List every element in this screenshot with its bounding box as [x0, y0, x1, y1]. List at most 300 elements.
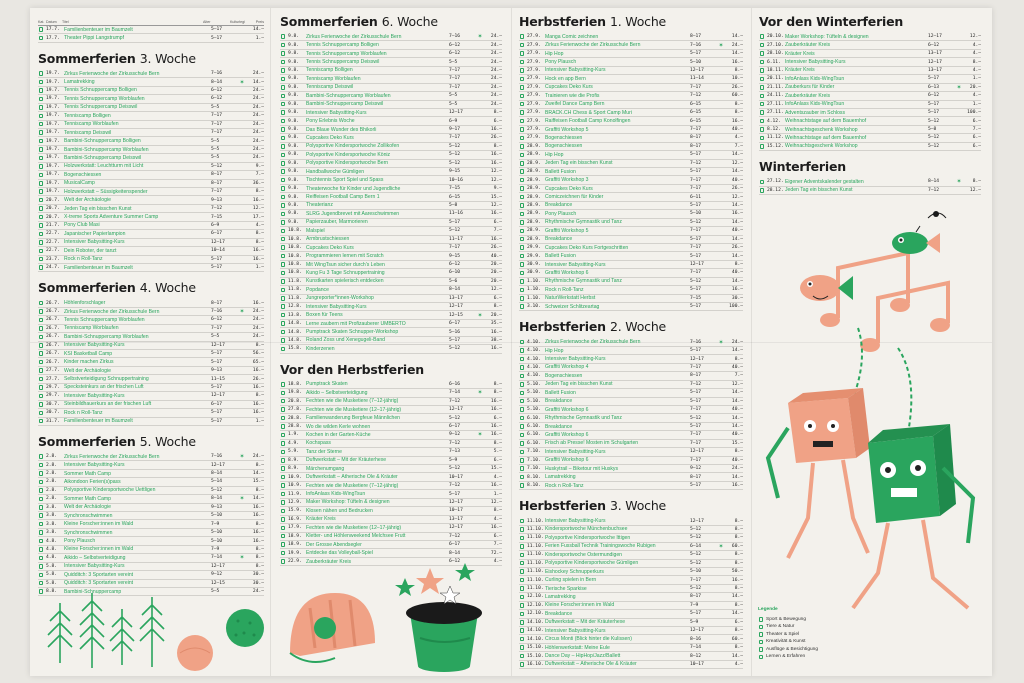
event-price: 8.–: [972, 179, 981, 185]
header-kat: Kat.: [38, 20, 45, 24]
legend-item: Ausflüge & Besichtigung: [758, 646, 818, 654]
event-age: 12–17: [690, 262, 704, 268]
kulturlegi-star-icon: ✶: [718, 543, 724, 550]
list-item: [280, 210, 502, 218]
legend-item: Sport & Bewegung: [758, 616, 818, 624]
event-price: 7.–: [493, 228, 502, 234]
list-item: [280, 252, 502, 260]
event-date: 19.7.: [46, 130, 60, 136]
event-date: 5.10.: [527, 390, 541, 396]
event-age: 7–12: [449, 533, 461, 539]
event-date: 27.9.: [527, 34, 541, 40]
category-icon: [519, 432, 525, 437]
list-item: [38, 247, 264, 255]
category-icon: [280, 508, 286, 513]
event-price: 16.–: [490, 407, 502, 413]
event-date: 28.9.: [527, 186, 541, 192]
event-date: 2.8.: [46, 462, 58, 468]
event-date: 4.8.: [46, 546, 58, 552]
category-icon: [759, 68, 765, 73]
category-icon: [280, 338, 286, 343]
event-date: 24.7.: [46, 265, 60, 271]
event-title: Entdecke das Volleyball-Spiel: [306, 550, 373, 557]
event-title: Zauberkräuter Kreis: [306, 558, 352, 565]
legend-item: Theater & Spiel: [758, 631, 818, 639]
event-price: 6.–: [493, 295, 502, 301]
event-price: 8.–: [734, 552, 743, 558]
kulturlegi-star-icon: ✶: [239, 79, 245, 86]
event-date: 19.7.: [46, 96, 60, 102]
list-item: [38, 392, 264, 400]
event-age: 5–10: [211, 538, 223, 544]
event-title: Kunstkarten spielerisch entdecken: [306, 278, 384, 285]
event-date: 9.8.: [288, 194, 300, 200]
event-title: Trainieren wie die Profis: [545, 92, 600, 99]
event-date: 4.10.: [527, 339, 541, 345]
event-age: 5–17: [690, 169, 702, 175]
list-item: [38, 342, 264, 350]
event-title: Kochen in der Garten-Küche: [306, 431, 371, 438]
category-icon: [280, 517, 286, 522]
event-title: Rhythmische Gymnastik und Tanz: [545, 219, 622, 226]
event-title: Circus Monti (Blick hinter die Kulissen): [545, 636, 632, 643]
event-date: 9.8.: [288, 135, 300, 141]
event-title: Rock n Roll-Tanz: [64, 256, 103, 263]
event-title: Pony Plausch: [64, 538, 96, 545]
event-age: 6–17: [211, 401, 223, 407]
list-item: [519, 338, 743, 346]
event-title: Polysportive Kindersportwoche Bern: [306, 160, 389, 167]
event-title: Bambini-Schnuppercamp Deisswil: [306, 101, 384, 108]
event-date: 15.12.: [767, 143, 784, 149]
event-date: 19.7.: [46, 172, 60, 178]
event-date: 22.7.: [46, 248, 60, 254]
event-title: Märchenumgang: [306, 465, 345, 472]
list-item: [38, 239, 264, 247]
event-price: 9.–: [493, 186, 502, 192]
event-price: 50.–: [731, 569, 743, 575]
event-date: 8.9.: [288, 466, 300, 472]
section-week: 1. Woche: [609, 14, 667, 29]
event-age: 5–17: [211, 256, 223, 262]
event-age: 8–17: [690, 143, 702, 149]
event-title: Hip Hop: [545, 50, 564, 57]
event-price: 26.–: [490, 245, 502, 251]
event-title: Rock n Roll-Tanz: [64, 409, 103, 416]
event-date: 4.9.: [288, 440, 300, 446]
event-title: Synchronschwimmen: [64, 529, 113, 536]
event-price: 16.–: [252, 410, 264, 416]
event-price: 16.–: [252, 538, 264, 544]
event-price: 16.–: [490, 483, 502, 489]
event-price: 26.–: [731, 84, 743, 90]
list-item: [519, 295, 743, 303]
event-title: Zirkus Ferienwoche der Zirkusschule Bern: [545, 42, 641, 49]
category-icon: [280, 93, 286, 98]
event-age: 10–17: [449, 474, 463, 480]
event-age: 8–14: [211, 79, 223, 85]
category-icon: [519, 203, 525, 208]
list-item: [519, 193, 743, 201]
ball-icon: [226, 609, 264, 647]
event-date: 27.9.: [527, 93, 541, 99]
event-age: 9–17: [449, 127, 461, 133]
category-icon: [38, 343, 44, 348]
category-icon: [759, 144, 765, 149]
event-date: 10.8.: [288, 262, 302, 268]
event-date: 19.7.: [46, 71, 60, 77]
list-item: [519, 185, 743, 193]
event-price: 8.–: [255, 239, 264, 245]
event-title: Kochspass: [306, 440, 331, 447]
list-item: [519, 50, 743, 58]
event-title: Adventszauber im Schloss: [785, 109, 846, 116]
category-icon: [38, 147, 44, 152]
event-age: 12–17: [690, 628, 704, 634]
list-item: [759, 101, 981, 109]
event-price: 14.–: [731, 169, 743, 175]
event-date: 27.9.: [527, 118, 541, 124]
list-item: [38, 112, 264, 120]
event-date: 2.8.: [46, 487, 58, 493]
event-price: 16.–: [490, 236, 502, 242]
list-item: [38, 520, 264, 528]
list-item: [519, 457, 743, 465]
event-price: 14.–: [731, 202, 743, 208]
event-age: 6–15: [690, 101, 702, 107]
event-title: Maker Workshop: Tüfteln & designen: [785, 33, 869, 40]
event-title: Lamatrekking: [545, 474, 576, 481]
section-title: [280, 362, 502, 377]
event-price: 16.–: [252, 300, 264, 306]
event-date: 17.9.: [288, 525, 302, 531]
category-icon: [519, 620, 525, 625]
event-age: 5–8: [928, 127, 937, 133]
category-icon: [38, 317, 44, 322]
category-icon: [38, 223, 44, 228]
event-price: 26.–: [731, 245, 743, 251]
event-date: 28.9.: [527, 152, 541, 158]
section-title: [519, 319, 743, 334]
category-icon: [38, 80, 44, 85]
event-price: 17.–: [252, 214, 264, 220]
event-date: 5.8.: [46, 572, 58, 578]
event-age: 5–12: [449, 152, 461, 158]
category-icon: [280, 135, 286, 140]
section-title-text: Sommerferien: [38, 433, 136, 449]
event-price: 12.–: [969, 187, 981, 193]
event-age: 7–17: [690, 186, 702, 192]
event-price: 8.–: [734, 526, 743, 532]
event-date: 8.8.: [46, 589, 58, 595]
category-icon: [519, 662, 525, 667]
list-item: [38, 546, 264, 554]
helmet-hat-illustration: [280, 548, 510, 676]
category-icon: [519, 382, 525, 387]
list-item: [38, 188, 264, 196]
event-age: 13–17: [928, 51, 942, 57]
event-date: 9.8.: [288, 202, 300, 208]
category-icon: [519, 449, 525, 454]
list-item: [519, 389, 743, 397]
header-preis: Preis: [255, 20, 264, 24]
event-age: 8–14: [449, 550, 461, 556]
event-price: 16.–: [252, 513, 264, 519]
event-price: 100.–: [967, 110, 981, 116]
event-age: 12–15: [211, 580, 225, 586]
event-date: 19.8.: [288, 390, 302, 396]
list-item: [280, 143, 502, 151]
list-item: [38, 384, 264, 392]
event-price: 24.–: [731, 466, 743, 472]
event-title: Polysportive Kindersportwoche Uettligen: [64, 487, 156, 494]
list-item: [519, 398, 743, 406]
event-date: 9.8.: [288, 143, 300, 149]
event-date: 30.7.: [46, 410, 60, 416]
category-icon: [519, 127, 525, 132]
event-title: Kräuter Kreis: [306, 516, 336, 523]
list-item: [280, 457, 502, 465]
list-item: [280, 482, 502, 490]
event-price: 16.–: [252, 384, 264, 390]
list-item: [38, 350, 264, 358]
event-price: 26.–: [490, 135, 502, 141]
event-price: 4.–: [255, 222, 264, 228]
event-title: Holzwerkstatt: Leuchtturm mit Licht: [64, 163, 144, 170]
event-age: 5–17: [211, 265, 223, 271]
event-title: Polysportive Kindersportwoche Zollikofen: [306, 143, 400, 150]
event-age: 9–12: [211, 572, 223, 578]
category-icon: [280, 203, 286, 208]
event-title: Pumptrack Skaten: [306, 381, 348, 388]
list-item: [759, 41, 981, 49]
section-title: [38, 51, 264, 66]
event-date: 9.8.: [288, 160, 300, 166]
event-title: Eishockey Schnupperkurs: [545, 568, 604, 575]
category-icon: [519, 390, 525, 395]
list-item: [280, 414, 502, 422]
event-title: Graffiti Workshop 6: [545, 406, 589, 413]
event-date: 4.12.: [767, 118, 781, 124]
event-title: Huskytrail – Biketour mit Huskys: [545, 465, 619, 472]
event-age: 7–13: [449, 449, 461, 455]
list-item: [519, 126, 743, 134]
list-item: [519, 134, 743, 142]
event-date: 15.8.: [288, 346, 302, 352]
category-icon: [38, 471, 44, 476]
event-title: Der Grosse Abendsegler: [306, 541, 362, 548]
robot-icon: [853, 348, 973, 608]
list-item: [280, 337, 502, 345]
event-age: 5–12: [690, 535, 702, 541]
music-note-icon: [838, 253, 948, 343]
event-date: 27.12.: [767, 179, 784, 185]
event-date: 18.9.: [288, 533, 302, 539]
list-item: [759, 33, 981, 41]
event-title: Popdance: [306, 286, 329, 293]
list-item: [38, 358, 264, 366]
legend-item: Kreativität & Kunst: [758, 638, 818, 646]
event-title: Kleine Forscher:innen im Wald: [545, 602, 615, 609]
event-date: 5.10.: [527, 407, 541, 413]
list-item: [280, 227, 502, 235]
event-date: 11.10.: [527, 535, 544, 541]
event-date: 8.10.: [527, 474, 541, 480]
event-price: 8.–: [734, 449, 743, 455]
list-item: [280, 473, 502, 481]
event-price: 4.–: [972, 51, 981, 57]
category-icon: [280, 262, 286, 267]
category-icon: [519, 135, 525, 140]
event-age: 7–12: [690, 381, 702, 387]
category-icon: [519, 186, 525, 191]
event-age: 7–12: [449, 398, 461, 404]
event-age: 7–17: [690, 364, 702, 370]
event-price: 6.–: [972, 135, 981, 141]
event-price: 26.–: [252, 376, 264, 382]
event-age: 5–16: [449, 329, 461, 335]
category-icon: [519, 304, 525, 309]
event-age: 7–17: [211, 325, 223, 331]
event-age: 7–12: [690, 93, 702, 99]
event-date: 9.8.: [288, 34, 300, 40]
event-price: 14.–: [252, 496, 264, 502]
category-icon: [519, 586, 525, 591]
category-icon: [519, 552, 525, 557]
category-icon: [759, 119, 765, 124]
magic-hat-icon: [395, 563, 482, 672]
category-icon: [38, 419, 44, 424]
event-title: Cupcakes Deko Kurs Fortgeschritten: [545, 244, 629, 251]
category-icon: [38, 113, 44, 118]
event-price: 56.–: [252, 351, 264, 357]
event-date: 20.7.: [46, 197, 60, 203]
event-age: 5–14: [211, 479, 223, 485]
event-date: 9.8.: [288, 186, 300, 192]
list-item: [519, 534, 743, 542]
event-date: 20.8.: [288, 398, 302, 404]
category-icon: [519, 211, 525, 216]
event-date: 2.8.: [46, 479, 58, 485]
event-age: 8–14: [928, 179, 940, 185]
event-title: Jeden Tag ein bisschen Kunst: [545, 160, 613, 167]
category-icon: [280, 211, 286, 216]
event-title: Curling spielen in Bern: [545, 577, 597, 584]
event-date: 11.10.: [527, 552, 544, 558]
category-icon: [519, 466, 525, 471]
kulturlegi-star-icon: ✶: [239, 454, 245, 461]
event-title: Jeden Tag ein bisschen Kunst: [545, 381, 613, 388]
event-price: 8.–: [493, 143, 502, 149]
event-age: 12–17: [449, 110, 463, 116]
event-age: 8–17: [690, 135, 702, 141]
event-age: 7–17: [690, 245, 702, 251]
event-age: 7–16: [211, 71, 223, 77]
event-title: Tenniscamp Bolligen: [64, 112, 111, 119]
category-icon: [519, 152, 525, 157]
list-item: [38, 504, 264, 512]
event-age: 7–14: [449, 390, 461, 396]
category-icon: [38, 368, 44, 373]
event-date: 9.8.: [288, 76, 300, 82]
event-date: 28.8.: [288, 415, 302, 421]
category-icon: [519, 594, 525, 599]
event-date: 27.9.: [527, 42, 541, 48]
event-title: Tennis Schnuppercamp Deisswil: [64, 104, 138, 111]
event-date: 4.8.: [46, 555, 58, 561]
list-item: [519, 151, 743, 159]
category-icon: [38, 231, 44, 236]
category-icon: [519, 475, 525, 480]
category-icon: [38, 189, 44, 194]
event-age: 7–17: [449, 245, 461, 251]
event-date: 14.10.: [527, 619, 544, 625]
event-age: 5–12: [690, 526, 702, 532]
event-price: 8.–: [734, 262, 743, 268]
event-title: Zirkus Ferienwoche der Zirkusschule Bern: [64, 308, 160, 315]
kulturlegi-star-icon: ✶: [477, 432, 483, 439]
list-item: [759, 75, 981, 83]
list-item: [519, 244, 743, 252]
event-price: 12.–: [969, 34, 981, 40]
list-item: [519, 585, 743, 593]
event-date: 19.7.: [46, 155, 60, 161]
event-title: Aikido – Selbstverteidigung: [64, 554, 126, 561]
list-item: [519, 33, 743, 41]
event-date: 28.9.: [527, 202, 541, 208]
legend: [758, 606, 818, 661]
event-age: 5–17: [211, 384, 223, 390]
event-age: 6–12: [211, 87, 223, 93]
category-icon: [280, 500, 286, 505]
event-title: Intensiver Babysitting-Kurs: [545, 356, 606, 363]
event-age: 13–17: [928, 67, 942, 73]
event-date: 11.10.: [527, 577, 544, 583]
list-item: [38, 171, 264, 179]
event-title: Zirkus Ferienwoche der Zirkusschule Bern: [64, 453, 160, 460]
list-item: [519, 143, 743, 151]
event-title: Bambini-Schnuppercamp Deisswil: [64, 154, 142, 161]
event-date: 27.11.: [767, 110, 784, 116]
event-price: 4.–: [734, 661, 743, 667]
event-price: 8.–: [493, 390, 502, 396]
list-item: [519, 526, 743, 534]
event-date: 22.9.: [288, 559, 302, 565]
event-age: 5–17: [211, 27, 223, 33]
event-date: 11.8.: [288, 278, 302, 284]
event-age: 5–9: [449, 457, 458, 463]
event-date: 30.7.: [46, 401, 60, 407]
category-icon: [519, 102, 525, 107]
event-price: 40.–: [731, 228, 743, 234]
kulturlegi-star-icon: ✶: [477, 312, 483, 319]
category-icon: [519, 416, 525, 421]
event-date: 9.8.: [288, 42, 300, 48]
event-age: 5–17: [449, 491, 461, 497]
event-date: 26.7.: [46, 359, 60, 365]
list-item: [280, 117, 502, 125]
event-age: 5–12: [449, 228, 461, 234]
event-date: 7.10.: [527, 466, 541, 472]
category-icon: [280, 60, 286, 65]
event-age: 6–17: [211, 231, 223, 237]
category-icon: [38, 530, 44, 535]
category-icon: [519, 340, 525, 345]
list-item: [280, 134, 502, 142]
event-age: 9–13: [211, 504, 223, 510]
kulturlegi-star-icon: ✶: [718, 42, 724, 49]
column-2: [280, 8, 502, 566]
